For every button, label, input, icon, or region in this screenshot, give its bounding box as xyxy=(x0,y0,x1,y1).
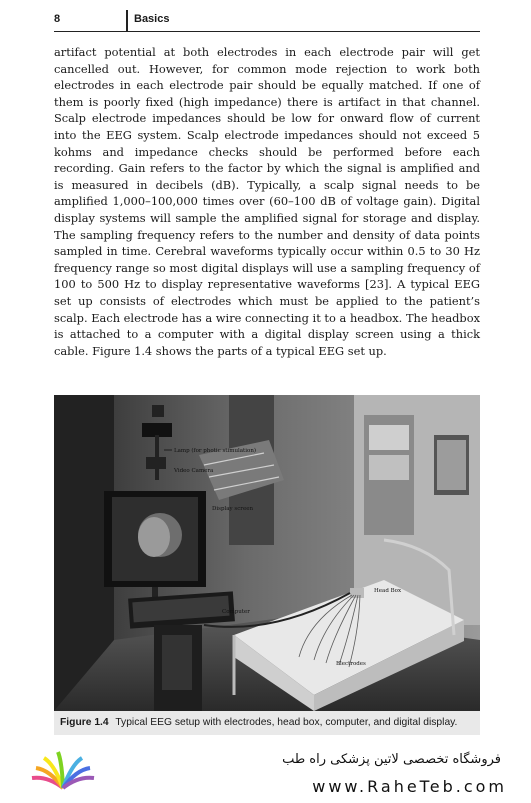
header-divider xyxy=(126,10,128,32)
store-name: فروشگاه تخصصی لاتین پزشکی راه طب xyxy=(282,752,501,767)
figure-caption xyxy=(54,711,480,735)
body-paragraph: artifact potential at both electrodes in each electrode pair will get cancelled out. However, for common mode rejection to work both electrodes in each electrode pair should be equally matched. If one of them is poorly fixed (high impedance) there is artifact in that channel. Scalp electrode impedances should be low for onward flow of current into the EEG system. Scalp electrode impedances should not exceed 5 kohms and impedance checks should be performed before each recording. Gain refers to the factor by which the signal is amplified and is measured in decibels (dB). Typically, a scalp signal needs to be amplified 1,000–100,000 times over (60–100 dB of voltage gain). Digital display systems will sample the amplified signal for storage and display. The sampling frequency refers to the number and density of data points sampled in time. Cerebral waveforms typically occur within 0.5 to 30 Hz frequency range so most digital displays will use a sampling frequency of 100 to 500 Hz to display representative waveforms [23]. A typical EEG set up consists of electrodes which must be applied to the patient’s scalp. Each electrode has a wire connecting it to a headbox. The headbox is attached to a computer with a digital display screen using a thick cable. Figure 1.4 shows the parts of a typical EEG set up. xyxy=(54,45,480,358)
chapter-title: Basics xyxy=(134,13,170,25)
label-camera: Video Camera xyxy=(174,468,214,474)
figure-caption-text: Typical EEG setup with electrodes, head box, computer, and digital display. xyxy=(115,717,458,728)
book-logo-icon xyxy=(28,748,98,796)
watermark-footer xyxy=(0,740,531,803)
label-computer: Computer xyxy=(222,609,250,615)
running-header xyxy=(54,10,480,32)
eeg-setup-photo xyxy=(54,395,480,711)
store-url: www.RaheTeb.com xyxy=(312,777,507,796)
figure-label: Figure 1.4 xyxy=(60,717,109,728)
page-number: 8 xyxy=(54,13,61,25)
photo-illustration xyxy=(54,395,480,711)
label-display-screen: Display screen xyxy=(212,506,253,512)
label-head-box: Head Box xyxy=(374,588,402,594)
label-lamp: Lamp (for photic stimulation) xyxy=(174,448,257,454)
label-electrodes: Electrodes xyxy=(336,661,366,667)
header-rule xyxy=(54,31,480,32)
